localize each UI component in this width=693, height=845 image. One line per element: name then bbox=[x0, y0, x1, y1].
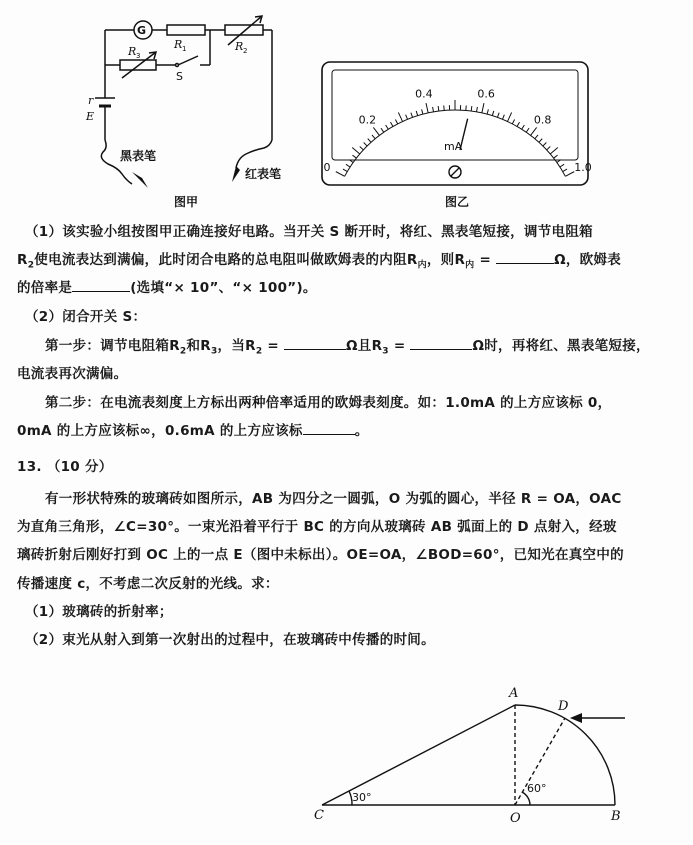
scale-tick-label: 0 bbox=[323, 160, 331, 174]
text: 3 bbox=[382, 346, 389, 357]
text: Ω时，再将红、黑表笔短接， bbox=[472, 338, 650, 354]
label-g: G bbox=[137, 24, 147, 37]
text: 的倍率是 bbox=[17, 280, 73, 296]
scale-tick-label: 0.4 bbox=[415, 87, 433, 101]
q13-line1: 有一形状特殊的玻璃砖如图所示，AB 为四分之一圆弧，O 为弧的圆心，半径 R = OA，OAC bbox=[45, 491, 622, 507]
text: 使电流表达到满偏，此时闭合电路的总电阻叫做欧姆表的内阻R bbox=[34, 252, 418, 268]
text: 2 bbox=[255, 346, 263, 357]
angle-c-label: 30° bbox=[352, 791, 372, 804]
q13-header: 13. （10 分） bbox=[17, 459, 113, 475]
text: 3 bbox=[210, 346, 218, 357]
label-e: E bbox=[86, 110, 95, 123]
q13-line4: 传播速度 c，不考虑二次反射的光线。求： bbox=[17, 576, 279, 592]
text: = bbox=[474, 252, 497, 268]
label-r2-sub: 2 bbox=[243, 47, 248, 55]
point-d: D bbox=[558, 699, 569, 714]
angle-bod-label: 60° bbox=[527, 782, 547, 795]
text: 内 bbox=[465, 260, 475, 271]
text: ，则R bbox=[426, 252, 466, 268]
q13-line2: 为直角三角形，∠C=30°。一束光沿着平行于 BC 的方向从玻璃砖 AB 弧面上的 D 点射入，经玻 bbox=[17, 519, 617, 535]
label-r2: R bbox=[235, 40, 244, 53]
text: 。 bbox=[354, 423, 369, 439]
point-a: A bbox=[509, 686, 519, 701]
label-black-probe: 黑表笔 bbox=[120, 149, 157, 163]
text: Ω且R bbox=[346, 338, 383, 354]
q13-sub2: （2）束光从射入到第一次射出的过程中，在玻璃砖中传播的时间。 bbox=[25, 632, 435, 648]
label-r3-sub: 3 bbox=[136, 52, 141, 60]
q12-part1-line1: （1）该实验小组按图甲正确连接好电路。当开关 S 断开时，将红、黑表笔短接，调节电阻箱 bbox=[25, 224, 593, 240]
label-red-probe: 红表笔 bbox=[245, 167, 282, 181]
text: 第一步：调节电阻箱R bbox=[45, 338, 180, 354]
text: R bbox=[17, 252, 28, 268]
q12-step2-line1: 第二步：在电流表刻度上方标出两种倍率适用的欧姆表刻度。如：1.0mA 的上方应该标 0， bbox=[45, 395, 612, 411]
q13-sub1: （1）玻璃砖的折射率； bbox=[25, 604, 173, 620]
label-r3: R bbox=[128, 45, 137, 58]
text: Ω，欧姆表 bbox=[554, 252, 622, 268]
text: 0mA 的上方应该标∞，0.6mA 的上方应该标 bbox=[17, 423, 303, 439]
label-r: r bbox=[88, 94, 94, 107]
scale-tick-label: 1.0 bbox=[574, 160, 592, 174]
q12-step1-line2: 电流表再次满偏。 bbox=[17, 366, 128, 382]
text: (选填“× 10”、“× 100”)。 bbox=[130, 280, 317, 296]
q12-part2-title: （2）闭合开关 S： bbox=[25, 309, 147, 325]
meter-unit: mA bbox=[444, 140, 463, 153]
q13-line3: 璃砖折射后刚好打到 OC 上的一点 E（图中未标出）。OE=OA，∠BOD=60°，已知光在真空中的 bbox=[17, 547, 624, 563]
caption-yi: 图乙 bbox=[445, 195, 470, 209]
label-r1-sub: 1 bbox=[182, 45, 187, 53]
text: 2 bbox=[27, 260, 35, 271]
label-r1: R bbox=[174, 38, 183, 51]
text: ，当R bbox=[217, 338, 256, 354]
point-b: B bbox=[611, 809, 621, 824]
point-o: O bbox=[510, 811, 521, 826]
scale-tick-label: 0.8 bbox=[533, 113, 552, 127]
label-s: S bbox=[176, 70, 183, 83]
text: = bbox=[262, 338, 285, 354]
scale-tick-label: 0.2 bbox=[358, 113, 377, 127]
scale-tick-label: 0.6 bbox=[477, 87, 495, 101]
text: 内 bbox=[417, 260, 427, 271]
text: = bbox=[388, 338, 411, 354]
text: 和R bbox=[186, 338, 211, 354]
text: 2 bbox=[179, 346, 187, 357]
point-c: C bbox=[314, 808, 324, 823]
caption-jia: 图甲 bbox=[174, 195, 199, 209]
